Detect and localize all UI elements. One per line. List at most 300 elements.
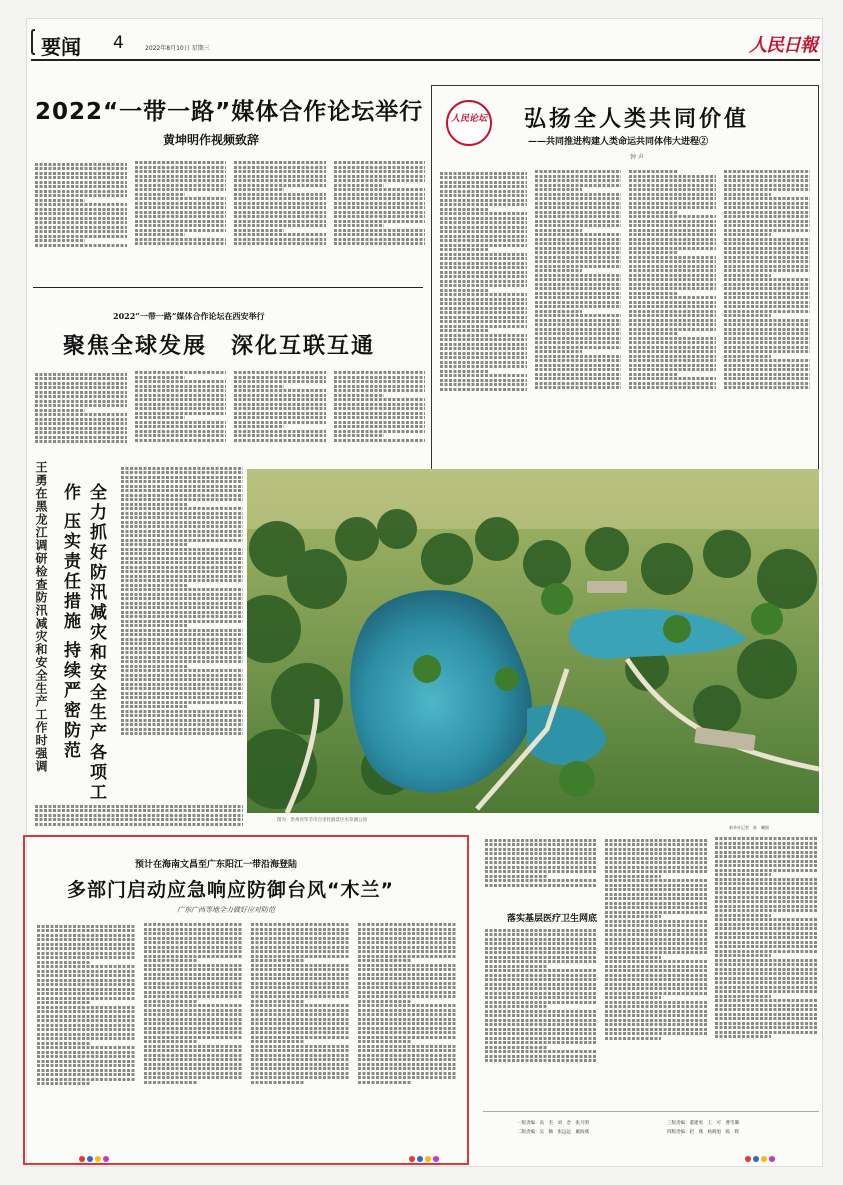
body-text-line xyxy=(358,1045,457,1048)
body-text-line xyxy=(605,861,707,864)
body-text-line xyxy=(234,389,326,392)
body-text-line xyxy=(724,332,811,335)
body-text-line xyxy=(724,373,811,376)
body-text-line xyxy=(535,355,622,358)
body-text-line xyxy=(121,633,243,636)
body-text-line xyxy=(485,879,597,882)
body-text-line xyxy=(724,292,811,295)
body-text-line xyxy=(144,1009,243,1012)
body-text-line xyxy=(37,992,136,995)
body-text-line xyxy=(440,217,527,220)
body-text-line xyxy=(715,846,817,849)
body-text-line xyxy=(605,1005,707,1008)
body-text-line xyxy=(724,220,811,223)
body-text-line xyxy=(144,1004,243,1007)
body-text-line xyxy=(440,329,488,332)
body-text-line xyxy=(629,337,716,340)
body-text-line xyxy=(121,525,243,528)
body-text-line xyxy=(440,343,527,346)
body-text-line xyxy=(724,224,811,227)
body-text-line xyxy=(334,166,426,169)
body-text-line xyxy=(485,852,597,855)
body-text-line xyxy=(605,987,707,990)
rule-under-lead xyxy=(33,287,423,288)
body-text-line xyxy=(629,188,716,191)
body-text-line xyxy=(485,983,597,986)
body-text-line xyxy=(358,1022,457,1025)
body-text-line xyxy=(605,839,707,842)
body-text-line xyxy=(234,407,326,410)
body-text-line xyxy=(135,371,227,374)
body-text-line xyxy=(234,215,326,218)
body-text-line xyxy=(485,1028,597,1031)
body-text-line xyxy=(121,570,243,573)
body-text-line xyxy=(35,199,85,202)
body-text-line xyxy=(334,407,426,410)
body-text-line xyxy=(485,866,597,869)
body-text-line xyxy=(724,377,811,380)
body-text-line xyxy=(334,238,426,241)
body-text-line xyxy=(121,669,243,672)
body-text-line xyxy=(535,229,583,232)
body-text-line xyxy=(715,1031,817,1034)
body-text-line xyxy=(234,439,326,442)
body-text-line xyxy=(605,996,661,999)
commentary-byline: 钟 声 xyxy=(630,154,644,161)
body-text-line xyxy=(334,416,426,419)
body-text-line xyxy=(629,332,677,335)
body-text-line xyxy=(715,891,817,894)
body-text-line xyxy=(724,283,811,286)
body-text-line xyxy=(724,170,811,173)
body-text-line xyxy=(605,1037,661,1040)
body-text-line xyxy=(715,936,817,939)
body-text-line xyxy=(440,334,527,337)
body-text-line xyxy=(35,818,243,821)
body-text-line xyxy=(605,965,707,968)
body-text-line xyxy=(440,338,527,341)
body-text-line xyxy=(485,884,597,887)
body-text-line xyxy=(35,235,127,238)
body-text-line xyxy=(234,179,326,182)
body-text-line xyxy=(37,1042,91,1045)
body-text-line xyxy=(358,986,457,989)
body-text-line xyxy=(251,995,350,998)
body-text-line xyxy=(121,579,243,582)
body-text-line xyxy=(629,256,716,259)
body-text-line xyxy=(35,244,127,247)
body-text-line xyxy=(358,964,457,967)
body-text-line xyxy=(37,943,136,946)
body-text-line xyxy=(724,229,811,232)
body-text-line xyxy=(251,1009,350,1012)
body-text-line xyxy=(629,184,716,187)
body-text-line xyxy=(121,548,243,551)
body-text-line xyxy=(37,925,136,928)
body-text-line xyxy=(121,512,243,515)
body-text-line xyxy=(35,377,127,380)
body-text-line xyxy=(35,391,127,394)
body-text-line xyxy=(715,927,817,930)
body-text-line xyxy=(334,394,384,397)
body-text-line xyxy=(485,875,547,878)
body-text-line xyxy=(234,193,326,196)
forum-kicker: 2022“一带一路”媒体合作论坛在西安举行 xyxy=(113,311,265,321)
body-text-line xyxy=(121,714,243,717)
body-text-line xyxy=(121,642,243,645)
body-text-line xyxy=(485,1001,597,1004)
body-text-line xyxy=(715,918,817,921)
body-text-line xyxy=(121,584,188,587)
body-text-line xyxy=(135,206,227,209)
body-text-line xyxy=(629,260,716,263)
body-text-line xyxy=(234,224,326,227)
commentary-title: 弘扬全人类共同价值 xyxy=(524,107,750,132)
body-text-line xyxy=(358,973,457,976)
body-text-line xyxy=(629,238,716,241)
body-text-line xyxy=(605,915,661,918)
body-text-line xyxy=(35,230,127,233)
body-text-line xyxy=(629,247,716,250)
body-text-line xyxy=(485,1055,597,1058)
body-text-line xyxy=(629,215,716,218)
body-text-line xyxy=(715,873,771,876)
body-text-line xyxy=(35,373,127,376)
body-text-line xyxy=(535,242,622,245)
body-text-line xyxy=(35,176,127,179)
body-text-line xyxy=(724,350,811,353)
body-text-line xyxy=(121,597,243,600)
body-text-line xyxy=(334,193,426,196)
body-text-line xyxy=(629,359,716,362)
body-text-line xyxy=(121,638,243,641)
body-text-line xyxy=(535,350,583,353)
body-text-line xyxy=(35,217,127,220)
body-text-line xyxy=(234,197,326,200)
body-text-line xyxy=(440,203,527,206)
body-text-line xyxy=(121,539,243,542)
body-text-line xyxy=(440,379,527,382)
body-text-line xyxy=(715,837,817,840)
body-text-line xyxy=(485,978,597,981)
body-text-line xyxy=(629,170,677,173)
body-text-line xyxy=(121,615,243,618)
body-text-line xyxy=(358,1081,412,1084)
body-text-line xyxy=(251,1072,350,1075)
body-text-line xyxy=(724,179,811,182)
lead-subtitle: 黄坤明作视频致辞 xyxy=(163,133,260,147)
typhoon-body xyxy=(37,923,457,1143)
body-text-line xyxy=(251,932,350,935)
body-text-line xyxy=(234,175,326,178)
body-text-line xyxy=(234,421,326,424)
body-text-line xyxy=(37,1033,136,1036)
body-text-line xyxy=(715,909,817,912)
body-text-line xyxy=(121,624,188,627)
body-text-line xyxy=(334,371,426,374)
body-text-line xyxy=(135,430,227,433)
body-text-line xyxy=(144,1000,198,1003)
body-text-line xyxy=(535,193,622,196)
body-text-line xyxy=(234,416,326,419)
body-text-line xyxy=(724,188,811,191)
body-text-line xyxy=(724,305,811,308)
body-text-line xyxy=(121,485,243,488)
body-text-line xyxy=(35,422,127,425)
body-text-line xyxy=(605,843,707,846)
body-text-line xyxy=(535,332,622,335)
body-text-line xyxy=(121,683,243,686)
body-text-line xyxy=(135,161,227,164)
body-text-line xyxy=(37,974,136,977)
body-text-line xyxy=(121,647,243,650)
body-text-line xyxy=(440,194,527,197)
body-text-line xyxy=(440,208,488,211)
body-text-line xyxy=(724,184,811,187)
body-text-line xyxy=(37,952,136,955)
body-text-line xyxy=(135,421,227,424)
body-text-line xyxy=(234,211,326,214)
body-text-line xyxy=(535,364,622,367)
body-text-line xyxy=(440,311,527,314)
body-text-line xyxy=(629,229,716,232)
body-text-line xyxy=(629,179,716,182)
body-text-line xyxy=(121,719,243,722)
body-text-line xyxy=(35,185,127,188)
body-text-line xyxy=(334,211,426,214)
body-text-line xyxy=(485,1041,597,1044)
body-text-line xyxy=(135,175,227,178)
body-text-line xyxy=(35,203,127,206)
body-text-line xyxy=(144,973,243,976)
photo-illustration xyxy=(247,469,819,813)
body-text-line xyxy=(724,175,811,178)
body-text-line xyxy=(144,959,198,962)
body-text-line xyxy=(535,292,622,295)
body-text-line xyxy=(121,543,188,546)
body-text-line xyxy=(121,467,243,470)
body-text-line xyxy=(251,1067,350,1070)
body-text-line xyxy=(724,251,811,254)
body-text-line xyxy=(629,341,716,344)
body-text-line xyxy=(334,242,426,245)
body-text-line xyxy=(35,226,127,229)
body-text-line xyxy=(144,1058,243,1061)
body-text-line xyxy=(251,941,350,944)
body-text-line xyxy=(121,489,243,492)
body-text-line xyxy=(535,265,622,268)
body-text-line xyxy=(334,425,426,428)
body-text-line xyxy=(629,251,677,254)
body-text-line xyxy=(334,184,384,187)
body-text-line xyxy=(605,969,707,972)
body-text-line xyxy=(440,176,527,179)
masthead-logo: 人民日報 xyxy=(749,35,817,56)
body-text-line xyxy=(605,848,707,851)
body-text-line xyxy=(144,995,243,998)
body-text-line xyxy=(234,398,326,401)
body-text-line xyxy=(251,1076,350,1079)
body-text-line xyxy=(234,229,284,232)
body-text-line xyxy=(485,839,597,842)
body-text-line xyxy=(135,434,227,437)
body-text-line xyxy=(715,981,817,984)
body-text-line xyxy=(144,941,243,944)
body-text-line xyxy=(440,212,527,215)
body-text-line xyxy=(234,170,326,173)
body-text-line xyxy=(251,950,350,953)
body-text-line xyxy=(334,385,426,388)
body-text-line xyxy=(135,188,227,191)
body-text-line xyxy=(535,301,622,304)
body-text-line xyxy=(440,275,527,278)
body-text-line xyxy=(485,951,597,954)
body-text-line xyxy=(144,977,243,980)
body-text-line xyxy=(485,870,597,873)
body-text-line xyxy=(440,172,527,175)
body-text-line xyxy=(535,175,622,178)
body-text-line xyxy=(605,888,707,891)
body-text-line xyxy=(605,1019,707,1022)
body-text-line xyxy=(605,870,707,873)
body-text-line xyxy=(35,809,243,812)
body-text-line xyxy=(234,385,284,388)
body-text-line xyxy=(605,960,707,963)
body-text-line xyxy=(334,175,426,178)
body-text-line xyxy=(144,1013,243,1016)
body-text-line xyxy=(440,356,527,359)
body-text-line xyxy=(234,233,326,236)
body-text-line xyxy=(144,946,243,949)
body-text-line xyxy=(121,687,243,690)
body-text-line xyxy=(37,1010,136,1013)
body-text-line xyxy=(440,383,527,386)
body-text-line xyxy=(35,413,127,416)
body-text-line xyxy=(121,606,243,609)
body-text-line xyxy=(358,1067,457,1070)
body-text-line xyxy=(715,1026,817,1029)
body-text-line xyxy=(121,530,243,533)
body-text-line xyxy=(144,1067,243,1070)
body-text-line xyxy=(535,233,622,236)
body-text-line xyxy=(144,955,243,958)
body-text-line xyxy=(334,220,426,223)
body-text-line xyxy=(144,1018,243,1021)
body-text-line xyxy=(35,167,127,170)
footer-color-dots xyxy=(745,1147,777,1166)
body-text-line xyxy=(358,1040,412,1043)
body-text-line xyxy=(234,161,326,164)
body-text-line xyxy=(605,951,707,954)
body-text-line xyxy=(724,256,811,259)
body-text-line xyxy=(629,319,716,322)
body-text-line xyxy=(485,1023,597,1026)
body-text-line xyxy=(35,418,127,421)
body-text-line xyxy=(724,260,811,263)
body-text-line xyxy=(135,184,227,187)
body-text-line xyxy=(251,964,350,967)
body-text-line xyxy=(440,365,527,368)
body-text-line xyxy=(234,220,326,223)
body-text-line xyxy=(135,193,185,196)
body-text-line xyxy=(251,986,350,989)
body-text-line xyxy=(37,1046,136,1049)
body-text-line xyxy=(35,181,127,184)
body-text-line xyxy=(358,1018,457,1021)
body-text-line xyxy=(358,1063,457,1066)
body-text-line xyxy=(629,202,716,205)
body-text-line xyxy=(535,346,622,349)
body-text-line xyxy=(715,1017,817,1020)
body-text-line xyxy=(485,1032,597,1035)
body-text-line xyxy=(121,561,243,564)
body-text-line xyxy=(37,1037,136,1040)
body-text-line xyxy=(629,373,677,376)
body-text-line xyxy=(121,498,243,501)
body-text-line xyxy=(144,1049,243,1052)
medical-title: 落实基层医疗卫生网底 xyxy=(507,914,598,924)
body-text-line xyxy=(234,206,326,209)
body-text-line xyxy=(535,296,622,299)
body-text-line xyxy=(629,278,716,281)
body-text-line xyxy=(37,1051,136,1054)
body-text-line xyxy=(234,430,326,433)
body-text-line xyxy=(121,611,243,614)
body-text-line xyxy=(535,179,622,182)
body-text-line xyxy=(440,298,527,301)
body-text-line xyxy=(485,969,597,972)
body-text-line xyxy=(121,674,243,677)
body-text-line xyxy=(629,175,716,178)
body-text-line xyxy=(121,503,188,506)
body-text-line xyxy=(629,382,716,385)
body-text-line xyxy=(724,215,811,218)
body-text-line xyxy=(37,1015,136,1018)
body-text-line xyxy=(251,977,350,980)
body-text-line xyxy=(715,932,817,935)
typhoon-kicker: 预计在海南文昌至广东阳江一带沿海登陆 xyxy=(135,860,298,870)
body-text-line xyxy=(724,278,811,281)
body-text-line xyxy=(234,412,326,415)
body-text-line xyxy=(334,206,426,209)
body-text-line xyxy=(135,211,227,214)
body-text-line xyxy=(251,1058,350,1061)
body-text-line xyxy=(605,1023,707,1026)
body-text-line xyxy=(135,238,227,241)
body-text-line xyxy=(144,1022,243,1025)
body-text-line xyxy=(251,991,350,994)
body-text-line xyxy=(629,328,716,331)
body-text-line xyxy=(629,364,716,367)
body-text-line xyxy=(37,1001,91,1004)
body-text-line xyxy=(724,247,811,250)
body-text-line xyxy=(485,987,597,990)
body-text-line xyxy=(724,238,811,241)
body-text-line xyxy=(485,992,597,995)
body-text-line xyxy=(605,933,707,936)
body-text-line xyxy=(334,398,426,401)
body-text-line xyxy=(535,314,622,317)
body-text-line xyxy=(37,961,91,964)
body-text-line xyxy=(629,377,716,380)
body-text-line xyxy=(135,229,227,232)
body-text-line xyxy=(35,427,127,430)
body-text-line xyxy=(358,937,457,940)
wangyong-body xyxy=(121,465,243,825)
body-text-line xyxy=(251,1000,305,1003)
body-text-line xyxy=(251,1018,350,1021)
body-text-line xyxy=(121,552,243,555)
